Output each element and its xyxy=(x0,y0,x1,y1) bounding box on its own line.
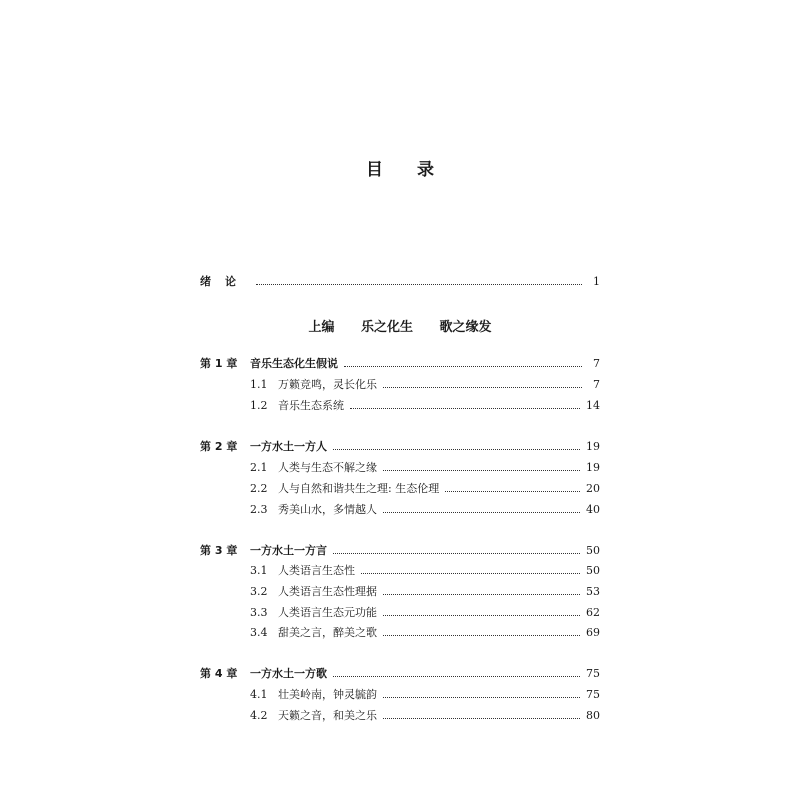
chapter-title: 一方水土一方言 xyxy=(250,544,327,557)
section-title: 人类语言生态性 xyxy=(278,564,355,577)
toc-chapter-2[interactable] xyxy=(200,438,600,456)
dot-leader xyxy=(383,512,580,513)
dot-leader xyxy=(333,553,580,554)
toc-page-number: 75 xyxy=(586,667,600,680)
section-title: 天籁之音，和美之乐 xyxy=(278,709,377,722)
toc-page-number: 1 xyxy=(593,275,600,288)
section-number: 4.2 xyxy=(250,709,268,722)
toc-section-3-2[interactable] xyxy=(250,583,600,601)
toc-entry-intro[interactable] xyxy=(200,273,600,291)
section-number: 3.4 xyxy=(250,626,268,639)
section-number: 1.1 xyxy=(250,378,268,391)
section-number: 4.1 xyxy=(250,688,268,701)
section-number: 2.1 xyxy=(250,461,268,474)
toc-page-number: 50 xyxy=(586,544,600,557)
toc-page-number: 53 xyxy=(586,585,600,598)
toc-page-number: 69 xyxy=(586,626,600,639)
toc-section-2-1[interactable] xyxy=(250,459,600,477)
chapter-title: 一方水土一方人 xyxy=(250,440,327,453)
section-number: 2.3 xyxy=(250,503,268,516)
section-title: 秀美山水，多情越人 xyxy=(278,503,377,516)
toc-page-number: 80 xyxy=(586,709,600,722)
section-number: 2.2 xyxy=(250,482,268,495)
toc-page-number: 19 xyxy=(586,440,600,453)
toc-page-number: 14 xyxy=(586,399,600,412)
dot-leader xyxy=(361,573,580,574)
section-title: 甜美之言，醉美之歌 xyxy=(278,626,377,639)
chapter-number: 第 1 章 xyxy=(200,357,238,370)
toc-page-number: 7 xyxy=(593,357,600,370)
dot-leader xyxy=(383,697,580,698)
toc-section-4-2[interactable] xyxy=(250,707,600,725)
part-subtitle-2: 歌之缘发 xyxy=(439,320,492,335)
toc-chapter-4[interactable] xyxy=(200,665,600,683)
dot-leader xyxy=(383,594,580,595)
part-title xyxy=(0,316,800,335)
chapter-title: 一方水土一方歌 xyxy=(250,667,327,680)
part-subtitle-1: 乐之化生 xyxy=(360,320,413,335)
dot-leader xyxy=(344,366,582,367)
section-title: 万籁竞鸣，灵长化乐 xyxy=(278,378,377,391)
section-number: 3.3 xyxy=(250,606,268,619)
chapter-number: 第 2 章 xyxy=(200,440,238,453)
toc-page-number: 20 xyxy=(586,482,600,495)
toc-section-3-1[interactable] xyxy=(250,562,600,580)
toc-chapter-3[interactable] xyxy=(200,542,600,560)
dot-leader xyxy=(445,491,580,492)
toc-page-number: 19 xyxy=(586,461,600,474)
section-title: 人与自然和谐共生之理: 生态伦理 xyxy=(278,482,440,495)
toc-section-3-3[interactable] xyxy=(250,604,600,622)
section-title: 音乐生态系统 xyxy=(278,399,344,412)
dot-leader xyxy=(333,449,580,450)
chapter-number: 第 4 章 xyxy=(200,667,238,680)
section-title: 人类语言生态性理据 xyxy=(278,585,377,598)
dot-leader xyxy=(383,635,580,636)
dot-leader xyxy=(333,676,580,677)
section-number: 3.1 xyxy=(250,564,268,577)
toc-page-number: 50 xyxy=(586,564,600,577)
chapter-number: 第 3 章 xyxy=(200,544,238,557)
page-title: 目 录 xyxy=(366,160,448,180)
toc-chapter-1[interactable] xyxy=(200,355,600,373)
part-label: 上编 xyxy=(308,320,335,335)
section-title: 人类语言生态元功能 xyxy=(278,606,377,619)
section-title: 人类与生态不解之缘 xyxy=(278,461,377,474)
dot-leader xyxy=(256,284,582,285)
section-title: 壮美岭南，钟灵毓韵 xyxy=(278,688,377,701)
section-number: 1.2 xyxy=(250,399,268,412)
toc-section-4-1[interactable] xyxy=(250,686,600,704)
toc-section-1-2[interactable] xyxy=(250,397,600,415)
dot-leader xyxy=(350,408,580,409)
dot-leader xyxy=(383,615,580,616)
toc-section-2-3[interactable] xyxy=(250,501,600,519)
chapter-title: 音乐生态化生假说 xyxy=(250,357,338,370)
toc-section-2-2[interactable] xyxy=(250,480,600,498)
toc-page-number: 62 xyxy=(586,606,600,619)
section-number: 3.2 xyxy=(250,585,268,598)
dot-leader xyxy=(383,718,580,719)
toc-page-number: 75 xyxy=(586,688,600,701)
toc-page-number: 7 xyxy=(593,378,600,391)
dot-leader xyxy=(383,387,582,388)
toc-entry-label: 绪论 xyxy=(200,275,250,288)
dot-leader xyxy=(383,470,580,471)
toc-section-1-1[interactable] xyxy=(250,376,600,394)
toc-section-3-4[interactable] xyxy=(250,624,600,642)
toc-page-number: 40 xyxy=(586,503,600,516)
